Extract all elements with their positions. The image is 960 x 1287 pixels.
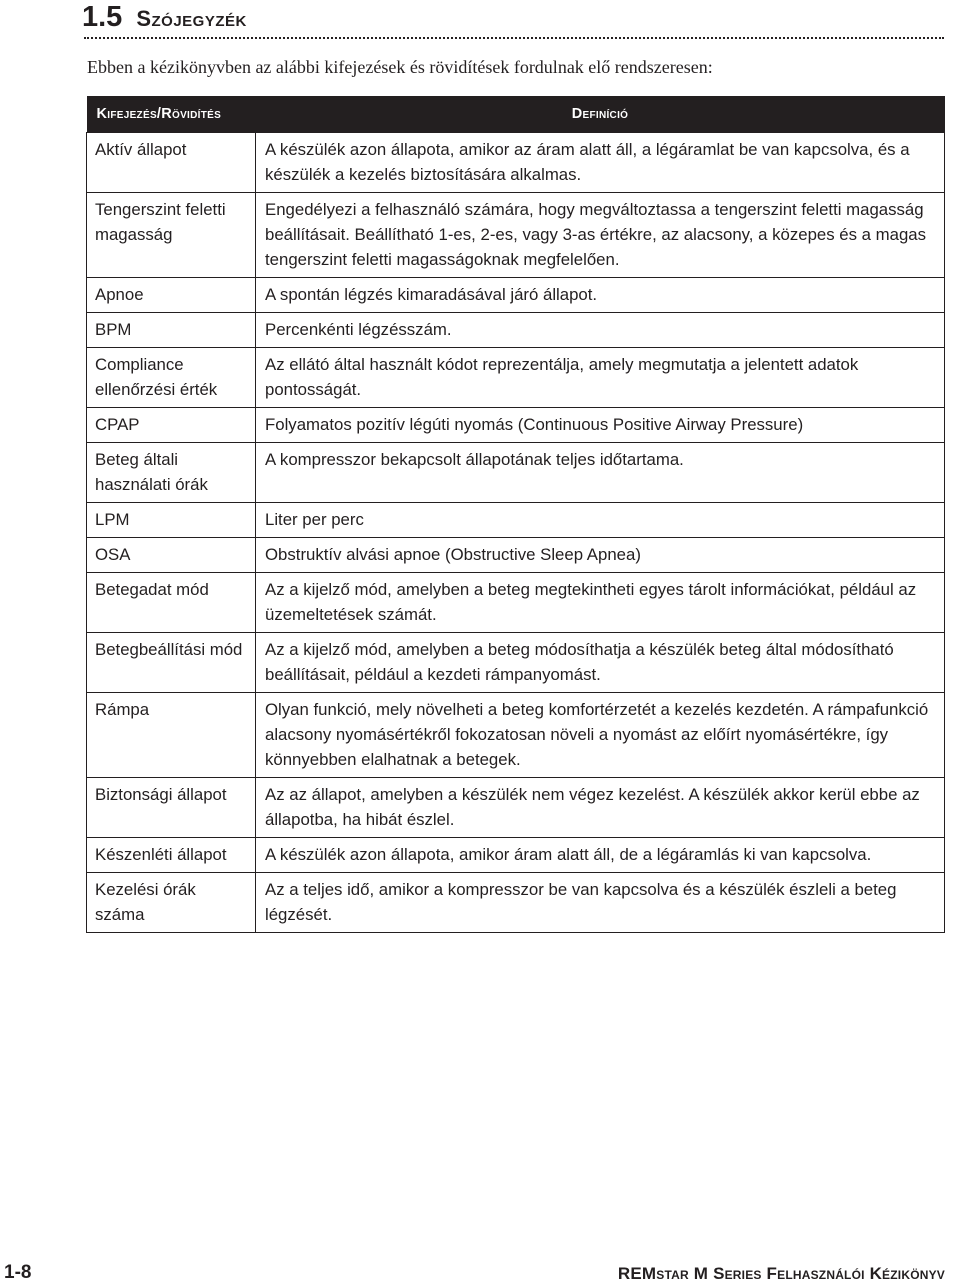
term-cell: Beteg általi használati órák: [87, 443, 256, 503]
table-row: [87, 503, 945, 538]
section-heading: [82, 0, 247, 36]
definition-cell: A kompresszor bekapcsolt állapotának teljes időtartama.: [256, 443, 945, 503]
table-row: [87, 693, 945, 778]
definition-cell: Liter per perc: [256, 503, 945, 538]
table-row: [87, 538, 945, 573]
term-cell: Biztonsági állapot: [87, 778, 256, 838]
term-cell: Apnoe: [87, 278, 256, 313]
table-row: [87, 633, 945, 693]
table-row: [87, 408, 945, 443]
definition-cell: Obstruktív alvási apnoe (Obstructive Sleep Apnea): [256, 538, 945, 573]
definition-cell: Az a kijelző mód, amelyben a beteg megtekintheti egyes tárolt információkat, például az üzemeltetések számát.: [256, 573, 945, 633]
term-cell: OSA: [87, 538, 256, 573]
section-title: Szójegyzék: [136, 6, 247, 31]
definition-cell: Az a teljes idő, amikor a kompresszor be van kapcsolva és a készülék észleli a beteg légzését.: [256, 873, 945, 933]
term-cell: CPAP: [87, 408, 256, 443]
table-row: [87, 443, 945, 503]
manual-title: REMstar M Series Felhasználói Kézikönyv: [617, 1264, 945, 1283]
definition-cell: A spontán légzés kimaradásával járó állapot.: [256, 278, 945, 313]
term-cell: Kezelési órák száma: [87, 873, 256, 933]
definition-cell: Folyamatos pozitív légúti nyomás (Continuous Positive Airway Pressure): [256, 408, 945, 443]
table-row: [87, 133, 945, 193]
term-cell: Betegbeállítási mód: [87, 633, 256, 693]
table-row: [87, 873, 945, 933]
heading-dotted-rule: [84, 37, 944, 39]
table-row: [87, 348, 945, 408]
term-cell: LPM: [87, 503, 256, 538]
term-cell: Tengerszint feletti magasság: [87, 193, 256, 278]
table-row: [87, 778, 945, 838]
term-cell: Aktív állapot: [87, 133, 256, 193]
definition-cell: Engedélyezi a felhasználó számára, hogy megváltoztassa a tengerszint feletti magasság beállításait. Beállítható 1-es, 2-es, vagy 3-as értékre, az alacsony, a közepes és a magas tengerszint feletti magasságoknak megfelelően.: [256, 193, 945, 278]
section-number: 1.5: [82, 1, 123, 33]
definition-cell: Az a kijelző mód, amelyben a beteg módosíthatja a készülék beteg által módosítható beállításait, például a kezdeti rámpanyomást.: [256, 633, 945, 693]
definition-cell: Az az állapot, amelyben a készülék nem végez kezelést. A készülék akkor kerül ebbe az állapotba, ha hibát észlel.: [256, 778, 945, 838]
page-number: 1-8: [4, 1262, 32, 1283]
glossary-table: [86, 96, 945, 933]
header-definition: Definíció: [256, 96, 945, 133]
definition-cell: A készülék azon állapota, amikor áram alatt áll, de a légáramlás ki van kapcsolva.: [256, 838, 945, 873]
term-cell: Compliance ellenőrzési érték: [87, 348, 256, 408]
glossary-body: [87, 133, 945, 933]
table-row: [87, 193, 945, 278]
table-row: [87, 278, 945, 313]
term-cell: Rámpa: [87, 693, 256, 778]
term-cell: BPM: [87, 313, 256, 348]
intro-text: Ebben a kézikönyvben az alábbi kifejezések és rövidítések fordulnak elő rendszeresen:: [87, 57, 713, 77]
table-header-row: [87, 96, 945, 133]
term-cell: Betegadat mód: [87, 573, 256, 633]
definition-cell: Az ellátó által használt kódot reprezentálja, amely megmutatja a jelentett adatok pontosságát.: [256, 348, 945, 408]
header-term: Kifejezés/Rövidítés: [87, 96, 256, 133]
table-row: [87, 573, 945, 633]
definition-cell: Olyan funkció, mely növelheti a beteg komfortérzetét a kezelés kezdetén. A rámpafunkció alacsony nyomásértékről fokozatosan növeli a nyomást az előírt nyomásértékre, így könnyebben elalhatnak a betegek.: [256, 693, 945, 778]
table-row: [87, 838, 945, 873]
definition-cell: Percenkénti légzésszám.: [256, 313, 945, 348]
term-cell: Készenléti állapot: [87, 838, 256, 873]
definition-cell: A készülék azon állapota, amikor az áram alatt áll, a légáramlat be van kapcsolva, és a készülék a kezelés biztosítására alkalmas.: [256, 133, 945, 193]
table-row: [87, 313, 945, 348]
